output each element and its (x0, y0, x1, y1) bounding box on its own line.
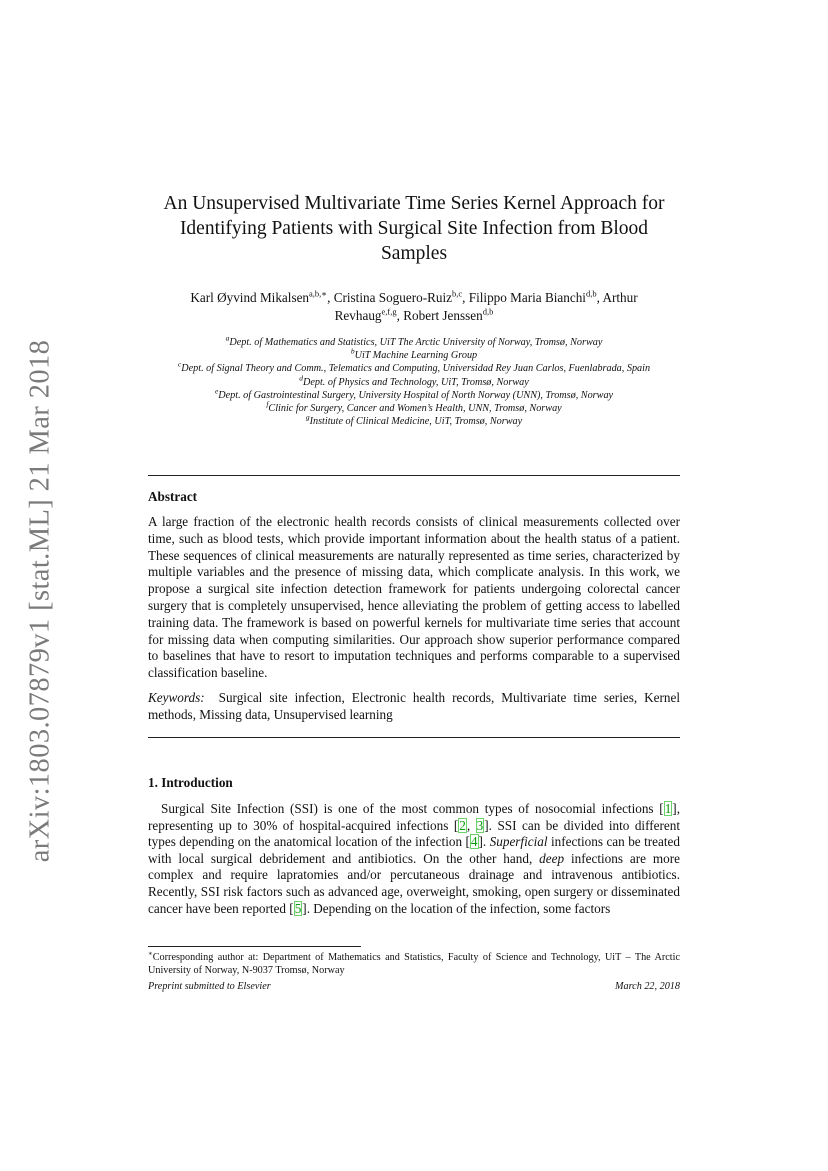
abstract-text: A large fraction of the electronic health records consists of clinical measurements collected over time, such as blood tests, which provide important information about the health status of a patient. These sequences of clinical measurements are naturally represented as time series, characterized by multiple variables and the presence of missing data, which complicate analysis. In this work, we propose a surgical site infection detection framework for patients undergoing colorectal cancer surgery that is completely unsupervised, hence alleviating the problem of getting access to labelled training data. The framework is based on powerful kernels for multivariate time series that account for missing data when computing similarities. Our approach show superior performance compared to baselines that have to resort to imputation techniques and performs comparable to a supervised classification baseline. (148, 514, 680, 681)
keywords-label: Keywords: (148, 690, 205, 705)
affiliation-mark: a (225, 333, 230, 343)
citation-link[interactable]: 4 (470, 834, 478, 850)
author-name: Karl Øyvind Mikalsen (190, 290, 310, 305)
affiliation-text: Dept. of Physics and Technology, UiT, Tromsø, Norway (303, 376, 529, 388)
author-name: Cristina Soguero-Ruiz (333, 290, 452, 305)
title-line: Identifying Patients with Surgical Site Infection from Blood (179, 218, 649, 239)
arxiv-identifier-text: arXiv:1803.07879v1 [stat.ML] 21 Mar 2018 (24, 339, 56, 863)
intro-text: , (466, 817, 476, 833)
affiliation-mark: g (305, 412, 310, 422)
author-separator: , (396, 308, 404, 323)
affiliation-mark: e (214, 386, 219, 396)
title-line: Samples (380, 243, 448, 264)
section-heading-introduction: 1. Introduction (148, 775, 233, 790)
affiliation-mark: b (350, 346, 355, 356)
author-affiliation-marks: d,b (482, 306, 494, 317)
author-separator: , (327, 290, 334, 305)
intro-text: ]. SSI can be divided into different types depending on the anatomical location of the infection [ (148, 817, 680, 850)
abstract-top-divider (148, 475, 680, 476)
title-line: An Unsupervised Multivariate Time Series Kernel Approach for (163, 193, 665, 214)
abstract-bottom-divider (148, 737, 680, 738)
affiliation-list (140, 333, 688, 428)
intro-text: infections can be treated with local surgical debridement and antibiotics. On the other hand, (148, 834, 680, 866)
preprint-note: Preprint submitted to Elsevier (148, 981, 271, 992)
affiliation-line (140, 386, 688, 402)
affiliation-text: UiT Machine Learning Group (354, 350, 478, 362)
author-affiliation-marks: b,c (452, 288, 463, 299)
footnote-text: Corresponding author at: Department of Mathematics and Statistics, Faculty of Science and Technology, UiT – The Arctic University of Norway, N-9037 Tromsø, Norway (148, 952, 680, 977)
intro-text: ]. Depending on the location of the infection, some factors (302, 900, 611, 916)
intro-text: Surgical Site Infection (SSI) is one of the most common types of nosocomial infections [ (161, 801, 664, 816)
author-separator: , (462, 290, 469, 305)
footnote-marker: ∗ (148, 949, 153, 958)
author-affiliation-marks: a,b,∗ (309, 288, 328, 299)
author-name: Arthur Revhaug (334, 290, 638, 323)
affiliation-line (140, 399, 688, 415)
author-affiliation-marks: e,f,g (381, 306, 397, 317)
intro-text: ], representing up to 30% of hospital-acquired infections [ (148, 801, 680, 833)
affiliation-line (140, 346, 688, 362)
affiliation-line (140, 333, 688, 349)
affiliation-text: Dept. of Signal Theory and Comm., Telematics and Computing, Universidad Rey Juan Carlos, Fuenlabrada, Spain (181, 363, 651, 375)
paper-title (148, 191, 680, 266)
affiliation-text: Clinic for Surgery, Cancer and Women’s Health, UNN, Tromsø, Norway (268, 403, 562, 415)
author-name: Robert Jenssen (403, 308, 483, 323)
abstract-heading: Abstract (148, 489, 198, 504)
footnote-divider (148, 946, 361, 947)
citation-link[interactable]: 5 (294, 900, 302, 916)
intro-text: infections are more complex and require lapratomies and/or percutaneous drainage and intravenous antibiotics. Recently, SSI risk factors such as advanced age, overweight, smoking, open surgery or disseminated cancer have been reported [ (148, 850, 680, 916)
preprint-date: March 22, 2018 (615, 981, 680, 992)
affiliation-line (140, 373, 688, 389)
affiliation-text: Dept. of Gastrointestinal Surgery, University Hospital of North Norway (UNN), Tromsø, Norway (218, 389, 614, 401)
intro-emphasis: Superficial (489, 834, 548, 850)
affiliation-line (140, 412, 688, 428)
affiliation-mark: f (266, 399, 269, 409)
corresponding-author-footnote (148, 951, 680, 978)
introduction-paragraph (148, 801, 680, 917)
citation-link[interactable]: 3 (476, 817, 484, 833)
author-separator: , (596, 290, 603, 305)
keywords-text: Surgical site infection, Electronic health records, Multivariate time series, Kernel methods, Missing data, Unsupervised learning (148, 690, 681, 722)
intro-emphasis: deep (539, 850, 565, 866)
author-affiliation-marks: d,b (585, 288, 597, 299)
affiliation-text: Institute of Clinical Medicine, UiT, Tromsø, Norway (309, 416, 523, 428)
keywords (148, 689, 680, 723)
affiliation-text: Dept. of Mathematics and Statistics, UiT The Arctic University of Norway, Tromsø, Norway (229, 337, 603, 348)
author-name: Filippo Maria Bianchi (468, 290, 586, 305)
intro-text: ]. (478, 834, 490, 850)
author-list (168, 289, 660, 325)
arxiv-identifier-stamp (20, 339, 60, 863)
affiliation-line (140, 362, 688, 375)
citation-link[interactable]: 1 (664, 801, 672, 816)
affiliation-mark: c (177, 360, 182, 370)
citation-link[interactable]: 2 (459, 817, 466, 833)
affiliation-mark: d (299, 373, 303, 383)
